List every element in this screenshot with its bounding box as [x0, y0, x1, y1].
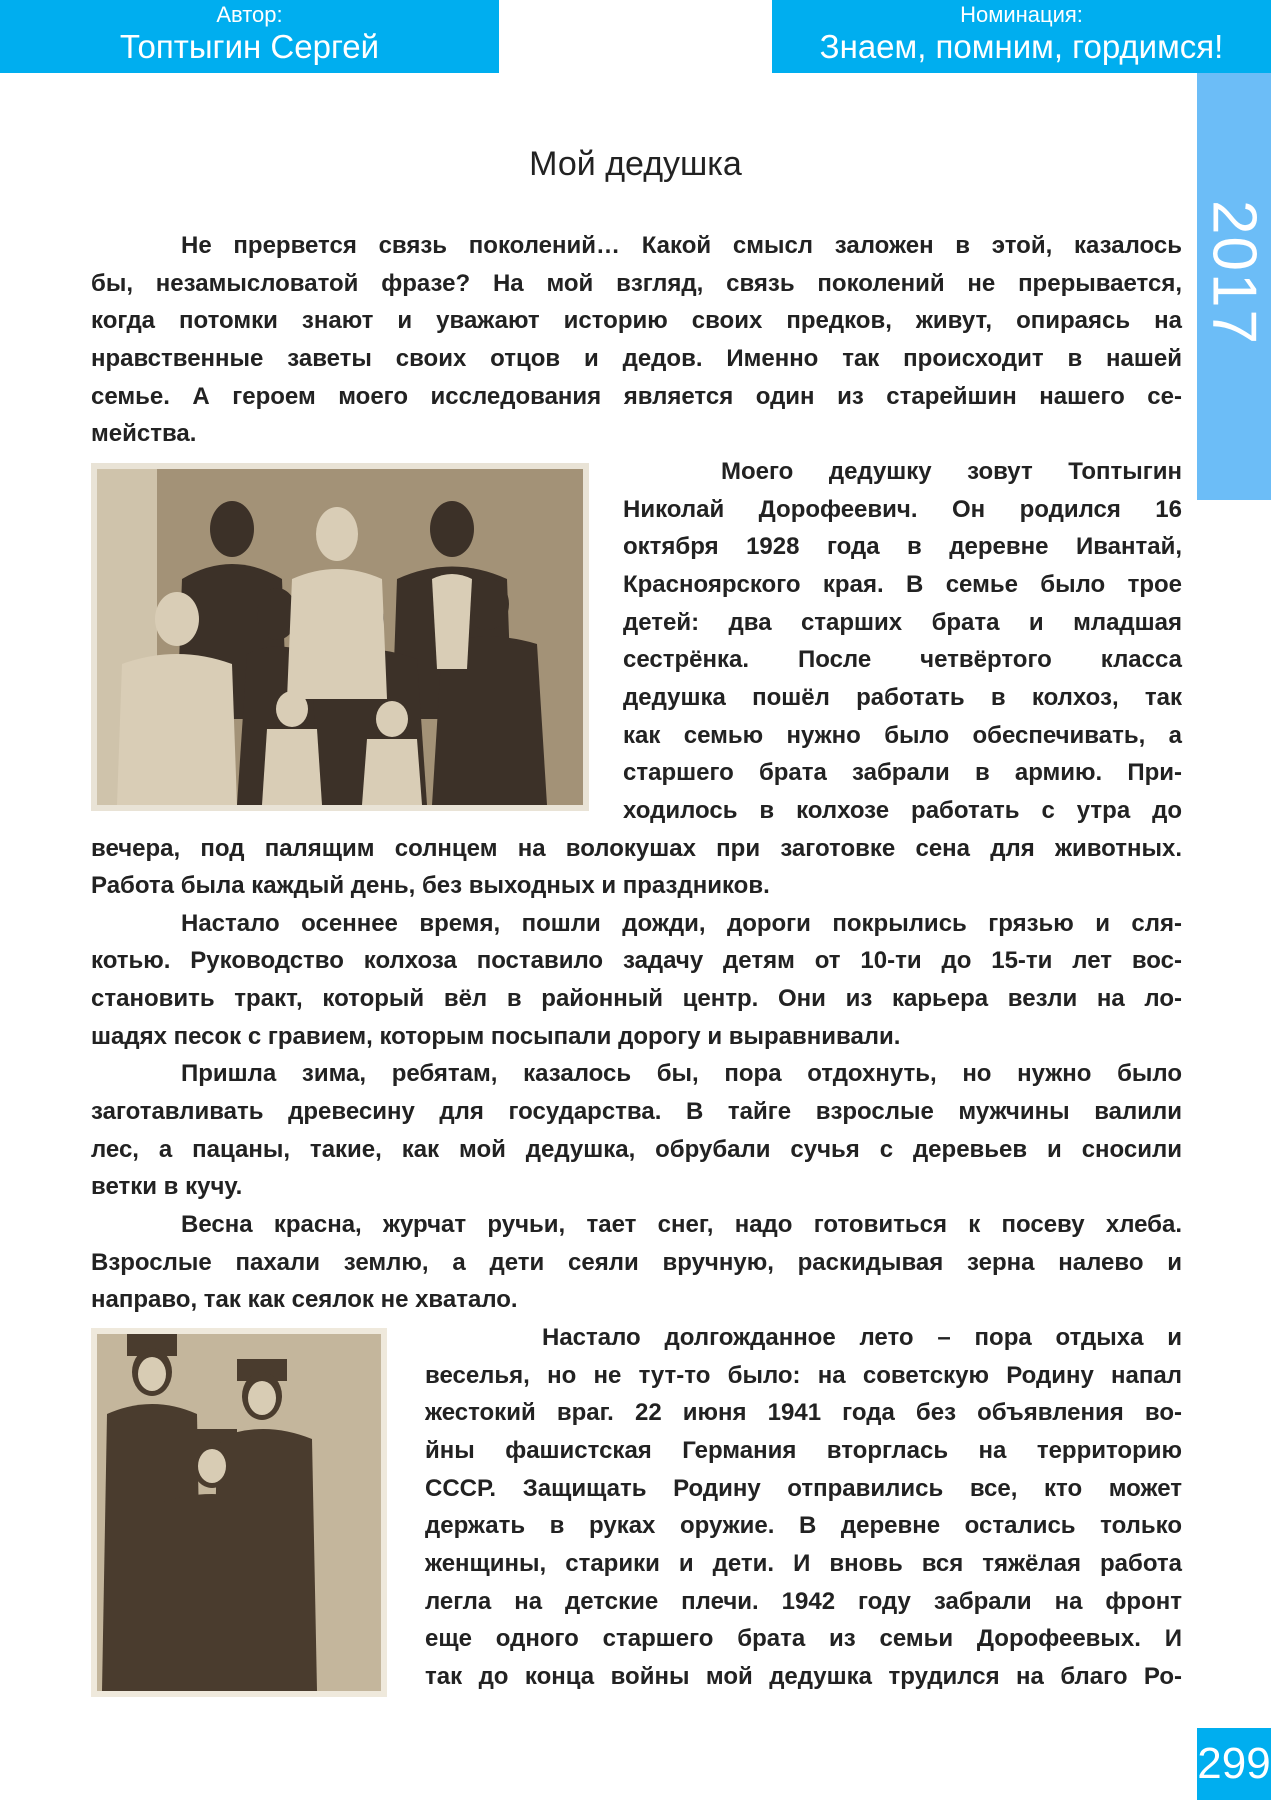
text-line: лес, а пацаны, такие, как мой дедушка, обрубали сучья с деревьев и сносили [91, 1135, 1182, 1163]
text-line: старшего брата забрали в армию. При- [623, 759, 1182, 787]
text-line: ветки в кучу. [91, 1173, 243, 1201]
text-line: Весна красна, журчат ручьи, тает снег, надо готовиться к посеву хлеба. [181, 1211, 1182, 1239]
text-line: йны фашистская Германия вторглась на территорию [425, 1437, 1182, 1464]
text-line: заготавливать древесину для государства. В тайге взрослые мужчины валили [91, 1098, 1182, 1126]
text-line: женщины, старики и дети. И вновь вся тяжёлая работа [425, 1549, 1182, 1577]
paragraph [91, 905, 1182, 1056]
text-line: октября 1928 года в деревне Ивантай, [623, 533, 1182, 561]
nomination-header [772, 0, 1271, 73]
text-line: направо, так как сеялок не хватало. [91, 1286, 518, 1314]
paragraph [91, 453, 1182, 905]
text-line: Пришла зима, ребятам, казалось бы, пора отдохнуть, но нужно было [181, 1060, 1182, 1088]
text-line: когда потомки знают и уважают историю своих предков, живут, опираясь на [91, 307, 1182, 335]
paragraph [91, 1319, 1182, 1696]
text-line: еще одного старшего брата из семьи Дорофеевых. И [425, 1625, 1182, 1653]
text-line: веселья, но не тут-то было: на советскую Родину напал [425, 1361, 1182, 1389]
text-line: мейства. [91, 420, 197, 448]
text-line: дедушка пошёл работать в колхоз, так [623, 683, 1182, 711]
text-line: легла на детские плечи. 1942 году забрали на фронт [425, 1587, 1182, 1615]
text-line: жестокий враг. 22 июня 1941 года без объявления во- [425, 1399, 1182, 1427]
text-line: шадях песок с гравием, которым посыпали дорогу и выравнивали. [91, 1022, 901, 1050]
text-line: ходилось в колхозе работать с утра до [623, 796, 1182, 824]
article-body [91, 227, 1182, 1696]
text-line: Взрослые пахали землю, а дети сеяли вручную, раскидывая зерна налево и [91, 1248, 1182, 1276]
text-line: семье. А героем моего исследования является один из старейшин нашего се- [91, 382, 1182, 410]
text-line: нравственные заветы своих отцов и дедов. Именно так происходит в нашей [91, 344, 1182, 372]
text-line: детей: два старших брата и младшая [623, 608, 1182, 636]
year-sidebar [1197, 73, 1271, 500]
author-name: Топтыгин Сергей [119, 28, 380, 65]
text-line: бы, незамысловатой фразе? На мой взгляд, связь поколений не прерывается, [91, 269, 1182, 297]
text-line: сестрёнка. После четвёртого класса [623, 646, 1182, 674]
paragraph [91, 1206, 1182, 1319]
text-line: Моего дедушку зовут Топтыгин [721, 457, 1182, 485]
text-line: СССР. Защищать Родину отправились все, кто может [425, 1474, 1182, 1502]
text-line: Настало осеннее время, пошли дожди, дороги покрылись грязью и сля- [181, 909, 1182, 937]
author-label: Автор: [216, 2, 283, 27]
paragraph [91, 227, 1182, 453]
page-number: 299 [1197, 1728, 1271, 1800]
nomination-name: Знаем, помним, гордимся! [819, 28, 1224, 65]
text-line: держать в руках оружие. В деревне остались только [425, 1512, 1182, 1540]
author-header [0, 0, 499, 73]
text-line: так до конца войны мой дедушка трудился на благо Ро- [425, 1662, 1182, 1690]
text-line: Не прервется связь поколений… Какой смысл заложен в этой, казалось [181, 232, 1182, 259]
nomination-label: Номинация: [960, 2, 1083, 27]
text-line: Николай Дорофеевич. Он родился 16 [623, 495, 1182, 523]
paragraph [91, 1055, 1182, 1206]
text-line: Работа была каждый день, без выходных и праздников. [91, 872, 770, 900]
text-line: как семью нужно было обеспечивать, а [623, 721, 1182, 749]
text-line: вечера, под палящим солнцем на волокушах при заготовке сена для животных. [91, 834, 1182, 862]
year-label: 2017 [1199, 200, 1269, 346]
text-line: становить тракт, который вёл в районный центр. Они из карьера везли на ло- [91, 985, 1182, 1013]
article-title: Мой дедушка [529, 145, 742, 183]
text-line: Настало долгожданное лето – пора отдыха и [542, 1324, 1182, 1352]
text-line: Красноярского края. В семье было трое [623, 570, 1182, 598]
text-line: котью. Руководство колхоза поставило задачу детям от 10-ти до 15-ти лет вос- [91, 947, 1182, 975]
